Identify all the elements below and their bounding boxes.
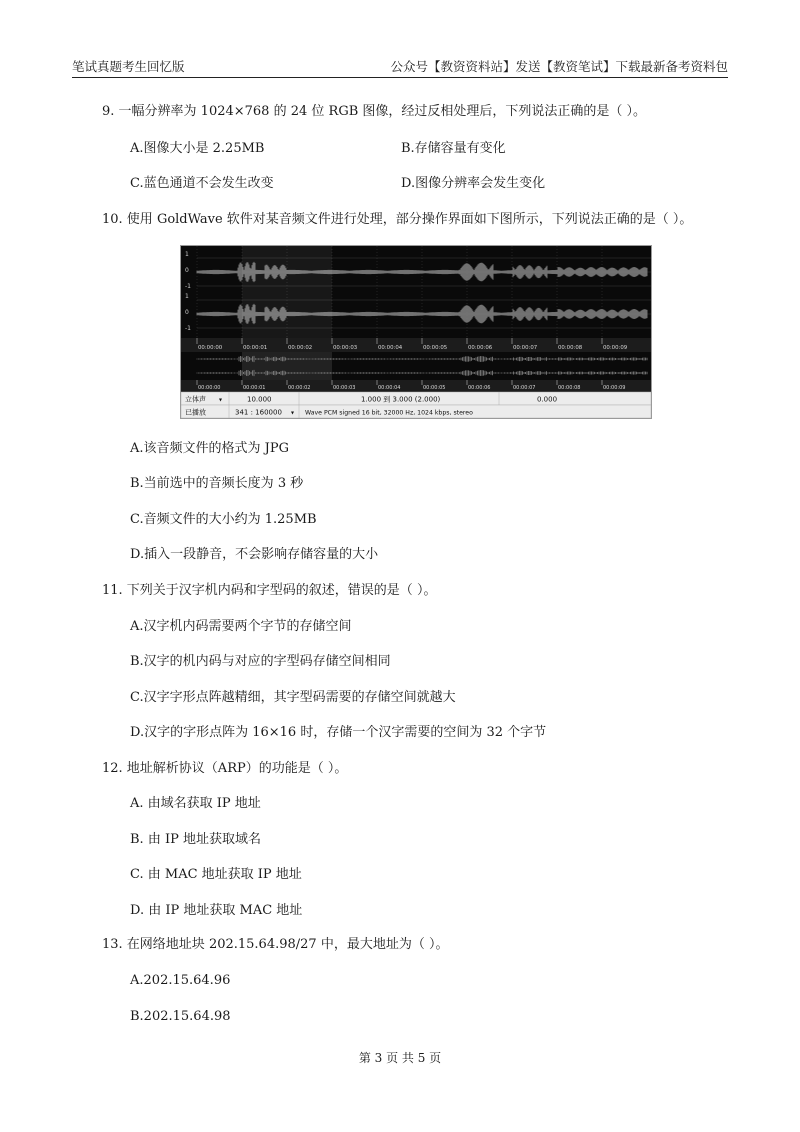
channel2-label-top: 1 <box>185 293 189 300</box>
header-left-text: 笔试真题考生回忆版 <box>72 59 185 74</box>
timeline-label: 00:00:04 <box>378 345 403 351</box>
status-zoom-ratio: 341 : 160000 <box>235 408 282 417</box>
channel1-label-bottom: -1 <box>185 283 191 290</box>
status-total-length: 10.000 <box>247 395 272 404</box>
overview-timeline-label: 00:00:05 <box>423 385 446 391</box>
question-10-option-c: C.音频文件的大小约为 1.25MB <box>130 512 317 527</box>
timeline-label: 00:00:08 <box>558 345 583 351</box>
overview-timeline-label: 00:00:07 <box>513 385 536 391</box>
question-10-option-a: A.该音频文件的格式为 JPG <box>130 441 289 456</box>
overview-timeline-label: 00:00:01 <box>243 385 266 391</box>
question-12-option-c: C. 由 MAC 地址获取 IP 地址 <box>130 867 302 882</box>
channel2-label-mid: 0 <box>185 309 189 316</box>
goldwave-waveform-view <box>181 246 651 418</box>
overview-timeline-label: 00:00:02 <box>288 385 311 391</box>
question-12-stem: 12. 地址解析协议（ARP）的功能是（ ）。 <box>102 761 348 776</box>
goldwave-screenshot <box>180 245 652 419</box>
timeline-label: 00:00:09 <box>603 345 628 351</box>
question-9-option-d: D.图像分辨率会发生变化 <box>401 176 546 191</box>
channel2-label-bottom: -1 <box>185 325 191 332</box>
status-cursor-position: 0.000 <box>537 395 558 404</box>
question-11-option-d: D.汉字的字形点阵为 16×16 时，存储一个汉字需要的空间为 32 个字节 <box>130 725 547 740</box>
timeline-label: 00:00:07 <box>513 345 538 351</box>
overview-timeline-label: 00:00:08 <box>558 385 581 391</box>
status-playback-state: 已播放 <box>185 408 206 417</box>
overview-timeline-label: 00:00:09 <box>603 385 626 391</box>
timeline-label: 00:00:01 <box>243 345 268 351</box>
overview-selection <box>242 352 332 380</box>
question-10-option-b: B.当前选中的音频长度为 3 秒 <box>130 476 304 491</box>
selection-highlight <box>242 246 332 338</box>
status-dropdown-arrow-2[interactable]: ▾ <box>291 409 295 417</box>
status-channel-mode: 立体声 <box>185 395 206 404</box>
question-11-option-c: C.汉字字形点阵越精细，其字型码需要的存储空间就越大 <box>130 690 456 705</box>
question-9-stem: 9. 一幅分辨率为 1024×768 的 24 位 RGB 图像，经过反相处理后，下列说法正确的是（ ）。 <box>102 104 647 119</box>
timeline-label: 00:00:05 <box>423 345 448 351</box>
question-12-option-a: A. 由域名获取 IP 地址 <box>130 796 261 811</box>
page-header <box>72 55 728 78</box>
overview-timeline-label: 00:00:00 <box>198 385 221 391</box>
question-11-option-a: A.汉字机内码需要两个字节的存储空间 <box>130 619 352 634</box>
question-12-option-d: D. 由 IP 地址获取 MAC 地址 <box>130 903 303 918</box>
question-9-option-b: B.存储容量有变化 <box>401 141 506 156</box>
question-9-option-c: C.蓝色通道不会发生改变 <box>130 176 274 191</box>
question-13-option-b: B.202.15.64.98 <box>130 1009 231 1024</box>
question-13-stem: 13. 在网络地址块 202.15.64.98/27 中，最大地址为（ ）。 <box>102 937 449 952</box>
page-footer: 第 3 页 共 5 页 <box>358 1051 442 1065</box>
status-file-format: Wave PCM signed 16 bit, 32000 Hz, 1024 kbps, stereo <box>305 409 473 417</box>
question-11-stem: 11. 下列关于汉字机内码和字型码的叙述，错误的是（ ）。 <box>102 583 437 598</box>
overview-timeline-label: 00:00:04 <box>378 385 401 391</box>
channel1-label-top: 1 <box>185 251 189 258</box>
status-dropdown-arrow-1[interactable]: ▾ <box>219 396 223 404</box>
timeline-label: 00:00:02 <box>288 345 313 351</box>
status-selection-range: 1.000 到 3.000 (2.000) <box>361 395 441 404</box>
question-10-stem: 10. 使用 GoldWave 软件对某音频文件进行处理，部分操作界面如下图所示，下列说法正确的是（ ）。 <box>102 212 693 227</box>
channel1-label-mid: 0 <box>185 267 189 274</box>
timeline-label: 00:00:03 <box>333 345 358 351</box>
question-12-option-b: B. 由 IP 地址获取域名 <box>130 832 261 847</box>
question-9-option-a: A.图像大小是 2.25MB <box>130 141 265 156</box>
question-13-option-a: A.202.15.64.96 <box>130 973 231 988</box>
question-11-option-b: B.汉字的机内码与对应的字型码存储空间相同 <box>130 654 391 669</box>
timeline-label: 00:00:00 <box>198 345 223 351</box>
timeline-label: 00:00:06 <box>468 345 493 351</box>
overview-timeline-label: 00:00:06 <box>468 385 491 391</box>
header-right-text: 公众号【教资资料站】发送【教资笔试】下载最新备考资料包 <box>390 59 728 74</box>
question-10-option-d: D.插入一段静音，不会影响存储容量的大小 <box>130 547 379 562</box>
overview-timeline-label: 00:00:03 <box>333 385 356 391</box>
